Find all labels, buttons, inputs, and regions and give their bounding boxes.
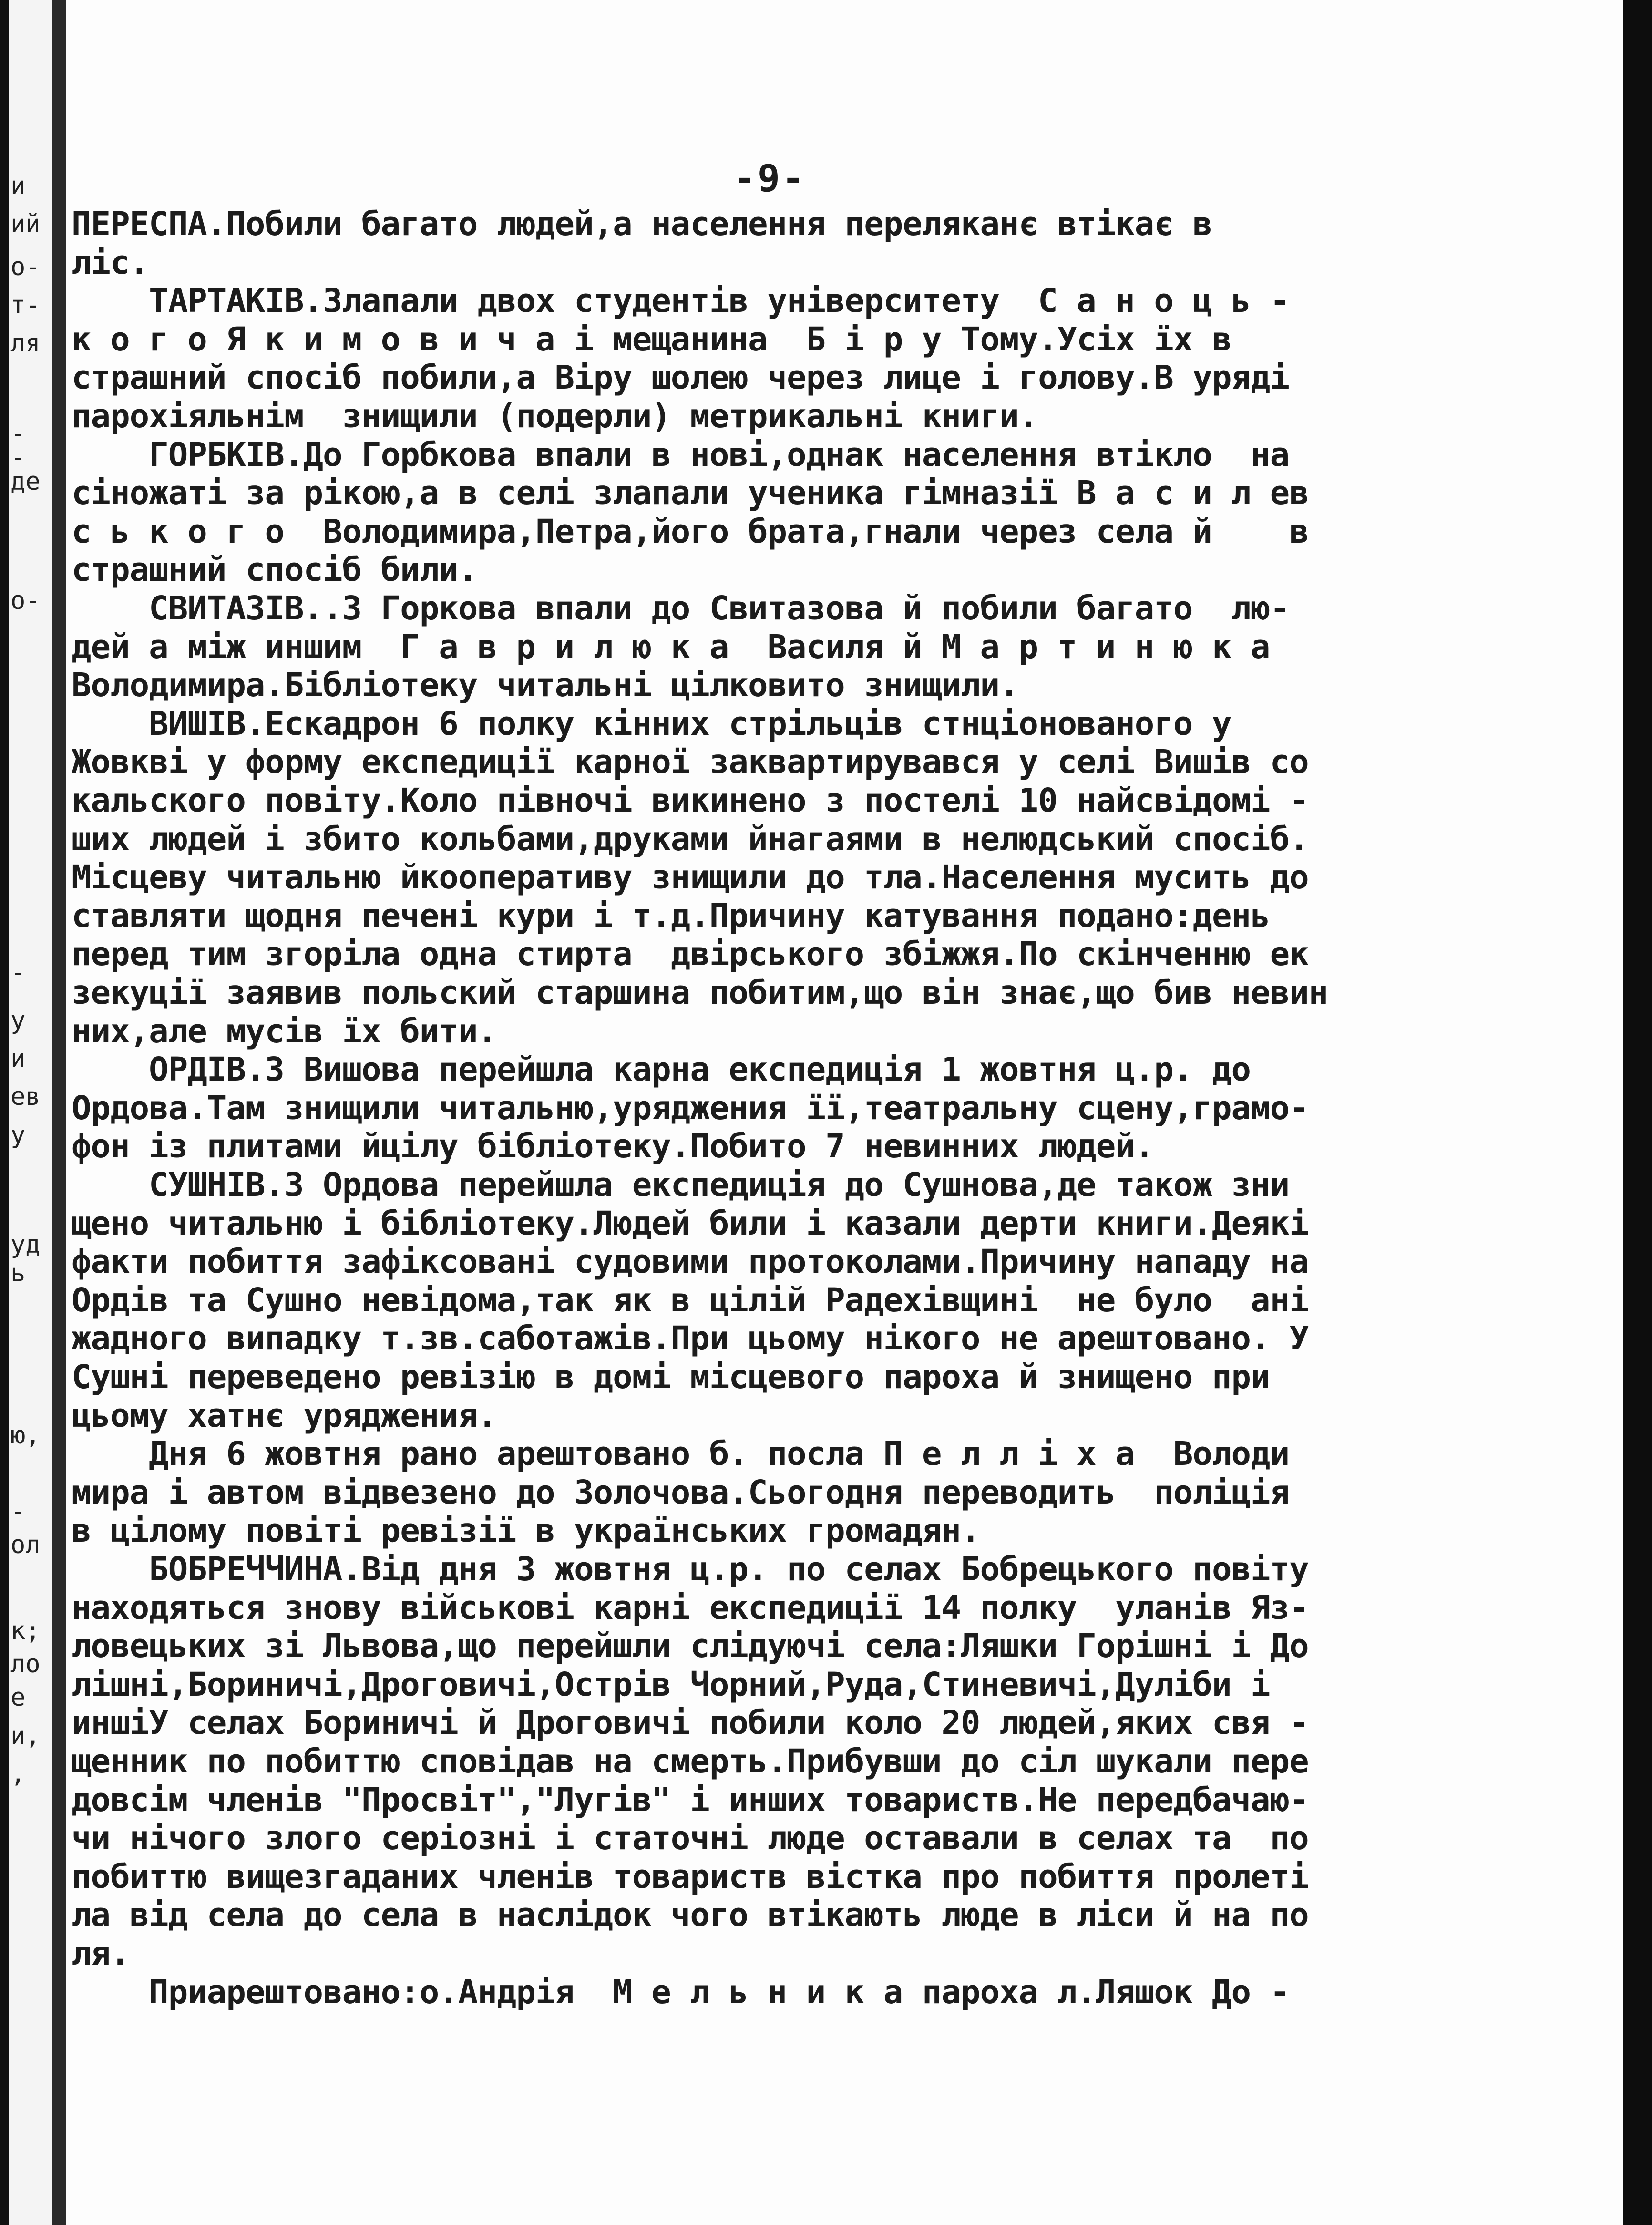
text-line: цьому хатнє уряджения.: [72, 1396, 497, 1435]
previous-page-text: ий: [10, 210, 41, 238]
text-line: зекуції заявив польский старшина побитим,що він знає,що бив невин: [72, 974, 1328, 1012]
previous-page-text: -: [10, 958, 26, 987]
text-line: побиттю вищезгаданих членів товариств вістка про побиття пролеті: [72, 1857, 1309, 1896]
text-line: ставляти щодня печені кури і т.д.Причину катування подано:день: [72, 896, 1270, 935]
text-line: иншіУ селах Бориничі й Дроговичі побили коло 20 людей,яких свя -: [72, 1704, 1309, 1742]
text-line: ла від села до села в наслідок чого втікають люде в ліси й на по: [72, 1896, 1309, 1935]
text-line: ВИШІВ.Ескадрон 6 полку кінних стрільців стнціонованого у: [72, 704, 1231, 743]
text-line: ПЕРЕСПА.Побили багато людей,а населення переляканє втікає в: [72, 205, 1212, 243]
text-line: находяться знову військові карні експедиції 14 полку уланів Яз-: [72, 1588, 1309, 1627]
text-line: парохіяльнім знищили (подерли) метрикальні книги.: [72, 397, 1038, 435]
text-line: к о г о Я к и м о в и ч а і мещанина Б і р у Тому.Усіх їх в: [72, 320, 1231, 359]
text-line: дей а між иншим Г а в р и л ю к а Василя й М а р т и н ю к а: [72, 628, 1270, 666]
text-line: Ордова.Там знищили читальню,уряджения її,театральну сцену,грамо-: [72, 1089, 1309, 1127]
text-line: довсім членів "Просвіт","Лугів" і инших товариств.Не передбачаю-: [72, 1781, 1309, 1819]
text-line: в цілому повіті ревізії в українських громадян.: [72, 1512, 980, 1550]
previous-page-text: и: [10, 1044, 26, 1073]
previous-page-text: уд: [10, 1230, 41, 1259]
previous-page-text: к;: [10, 1617, 41, 1645]
text-line: Ордів та Сушно невідома,так як в цілій Радехівщині не було ані: [72, 1281, 1309, 1319]
previous-page-text: ло: [10, 1650, 41, 1679]
previous-page-text: де: [10, 467, 41, 496]
previous-page-text: т-: [10, 291, 41, 319]
text-line: фон із плитами йцілу бібліотеку.Побито 7 невинних людей.: [72, 1127, 1154, 1166]
text-line: ля.: [72, 1935, 130, 1973]
document-page: [66, 0, 1623, 2225]
text-line: СВИТАЗІВ..З Горкова впали до Свитазова й побили багато лю-: [72, 589, 1290, 628]
previous-page-text: ь: [10, 1259, 26, 1288]
text-line: ГОРБКІВ.До Горбкова впали в нові,однак населення втікло на: [72, 435, 1290, 474]
previous-page-text: -: [10, 1497, 26, 1526]
text-line: ТАРТАКІВ.Злапали двох студентів університету С а н о ц ь -: [72, 282, 1290, 320]
previous-page-text: о-: [10, 253, 41, 281]
text-line: ловецьких зі Львова,що перейшли слідуючі села:Ляшки Горішні і До: [72, 1627, 1309, 1666]
text-line: БОБРЕЧЧИНА.Від дня 3 жовтня ц.р. по селах Бобрецького повіту: [72, 1550, 1309, 1588]
previous-page-fragment: [9, 0, 52, 2225]
previous-page-text: е: [10, 1683, 26, 1712]
scan-gutter: [52, 0, 66, 2225]
previous-page-text: и: [10, 172, 26, 200]
text-line: ліс.: [72, 243, 149, 282]
text-line: лішні,Бориничі,Дроговичі,Острів Чорний,Руда,Стиневичі,Дуліби і: [72, 1665, 1270, 1704]
previous-page-text: -: [10, 443, 26, 472]
text-line: щенник по побиттю сповідав на смерть.Прибувши до сіл шукали пере: [72, 1742, 1309, 1781]
text-line: страшний спосіб побили,а Віру шолею через лице і голову.В уряді: [72, 359, 1290, 397]
previous-page-text: ев: [10, 1082, 41, 1111]
text-line: ОРДІВ.З Вишова перейшла карна експедиція 1 жовтня ц.р. до: [72, 1051, 1251, 1089]
text-line: Володимира.Бібліотеку читальні цілковито знищили.: [72, 666, 1019, 705]
text-line: сіножаті за рікою,а в селі злапали ученика гімназії В а с и л ев: [72, 474, 1309, 513]
text-line: щено читальню і бібліотеку.Людей били і казали дерти книги.Деякі: [72, 1204, 1309, 1243]
previous-page-text: ол: [10, 1531, 41, 1559]
text-line: них,але мусів їх бити.: [72, 1012, 497, 1051]
previous-page-text: у: [10, 1006, 26, 1035]
text-line: Сушні переведено ревізію в домі місцевого пароха й знищено при: [72, 1358, 1270, 1396]
scan-edge-left: [0, 0, 9, 2225]
text-line: факти побиття зафіксовані судовими протоколами.Причину нападу на: [72, 1243, 1309, 1281]
text-line: Приарештовано:о.Андрія М е л ь н и к а пароха л.Ляшок До -: [72, 1973, 1290, 2011]
text-line: ших людей і збито кольбами,друками йнагаями в нелюдський спосіб.: [72, 820, 1309, 858]
text-line: перед тим згоріла одна стирта двірського збіжжя.По скінченню ек: [72, 935, 1309, 974]
text-line: Місцеву читальню йкооперативу знищили до тла.Населення мусить до: [72, 858, 1309, 897]
text-line: мира і автом відвезено до Золочова.Сьогодня переводить поліція: [72, 1473, 1290, 1512]
text-line: СУШНІВ.З Ордова перейшла експедиція до Сушнова,де також зни: [72, 1166, 1290, 1204]
text-line: страшний спосіб били.: [72, 551, 478, 589]
page-number: -9-: [733, 157, 806, 200]
previous-page-text: ,: [10, 1760, 26, 1788]
previous-page-text: ля: [10, 329, 41, 358]
text-line: кальского повіту.Коло півночі викинено з постелі 10 найсвідомі -: [72, 782, 1309, 820]
previous-page-text: о-: [10, 587, 41, 615]
text-line: чи нічого злого серіозні і статочні люде оставали в селах та по: [72, 1819, 1309, 1858]
text-line: с ь к о г о Володимира,Петра,його брата,гнали через села й в: [72, 512, 1309, 551]
previous-page-text: ю,: [10, 1421, 41, 1450]
scan-edge-right: [1623, 0, 1652, 2225]
text-line: жадного випадку т.зв.саботажів.При цьому нікого не арештовано. У: [72, 1319, 1309, 1358]
previous-page-text: у: [10, 1121, 26, 1149]
previous-page-text: -: [10, 420, 26, 448]
previous-page-text: и,: [10, 1721, 41, 1750]
text-line: Дня 6 жовтня рано арештовано б. посла П е л л і х а Володи: [72, 1435, 1290, 1473]
text-line: Жовкві у форму експедиції карної заквартирувався у селі Вишів со: [72, 743, 1309, 782]
